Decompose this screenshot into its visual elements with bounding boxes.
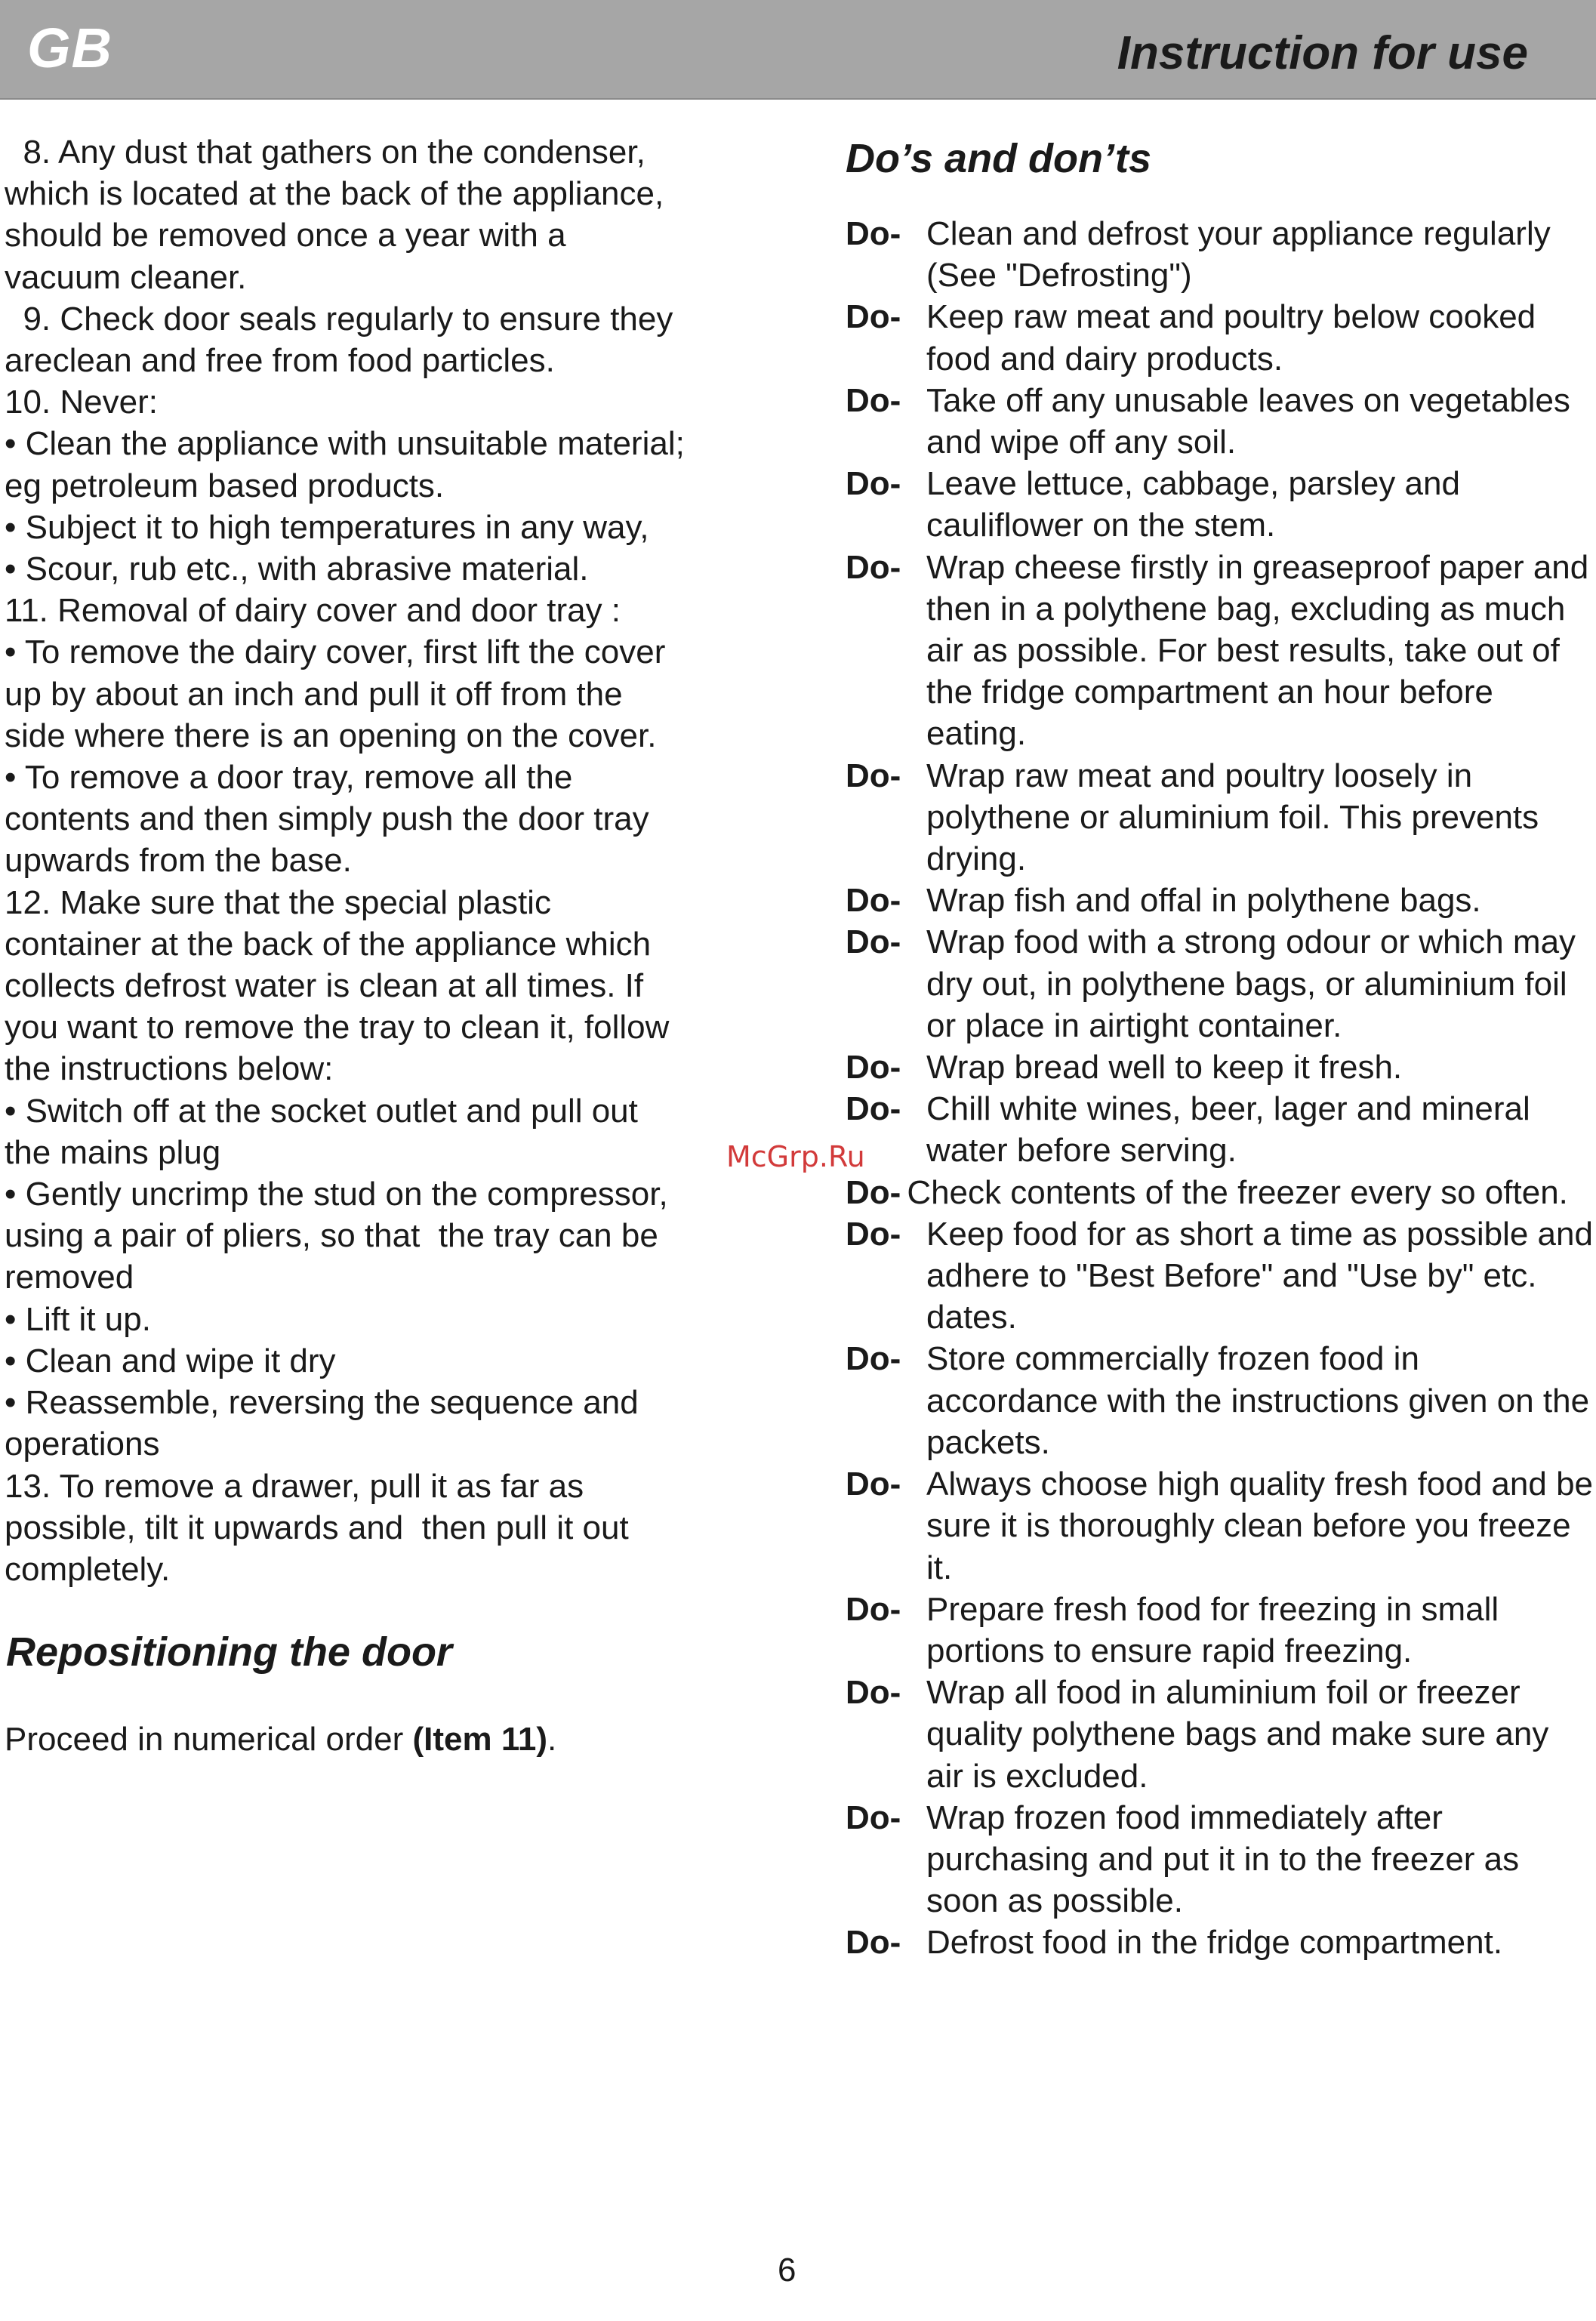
text-line: • Gently uncrimp the stud on the compressor, xyxy=(5,1176,668,1213)
text-line: you want to remove the tray to clean it, follow xyxy=(5,1009,670,1046)
do-label: Do- xyxy=(846,298,901,336)
do-text: Always choose high quality fresh food and be sure it is thoroughly clean before you freeze it. xyxy=(926,1466,1594,1586)
do-label: Do- xyxy=(846,1340,901,1378)
repositioning-item-ref: (Item 11) xyxy=(412,1721,547,1758)
do-item xyxy=(846,1046,1593,1088)
dos-and-donts-heading: Do’s and don’ts xyxy=(846,136,1151,181)
do-item xyxy=(846,1922,1593,1963)
repositioning-text xyxy=(5,1718,556,1760)
do-item xyxy=(846,296,1593,379)
do-label: Do- xyxy=(846,1924,901,1962)
do-text: Wrap all food in aluminium foil or freezer quality polythene bags and make sure any air is excluded. xyxy=(926,1674,1549,1795)
do-text: Keep raw meat and poultry below cooked food and dairy products. xyxy=(926,298,1536,378)
text-line: operations xyxy=(5,1426,160,1463)
do-label: Do- xyxy=(846,381,901,419)
do-text: Wrap frozen food immediately after purchasing and put it in to the freezer as soon as possible. xyxy=(926,1799,1520,1920)
watermark: McGrp.Ru xyxy=(726,1140,865,1173)
do-label: Do- xyxy=(846,1590,901,1628)
do-text: Take off any unusable leaves on vegetables and wipe off any soil. xyxy=(926,381,1570,461)
text-line: side where there is an opening on the cover. xyxy=(5,717,657,754)
page-header xyxy=(0,0,1596,100)
do-item xyxy=(846,213,1593,296)
do-text: Wrap cheese firstly in greaseproof paper and then in a polythene bag, excluding as much air as possible. For best results, take out of the fridge compartment an hour before eating. xyxy=(926,548,1589,753)
text-line: • Reassemble, reversing the sequence and xyxy=(5,1384,639,1422)
do-text: Defrost food in the fridge compartment. xyxy=(926,1924,1503,1962)
do-text: Check contents of the freezer every so often. xyxy=(907,1173,1568,1211)
text-line: up by about an inch and pull it off from the xyxy=(5,675,623,713)
text-line: removed xyxy=(5,1259,134,1296)
do-item xyxy=(846,463,1593,546)
text-line: contents and then simply push the door tray xyxy=(5,800,649,838)
do-label: Do- xyxy=(846,1799,901,1836)
text-line: • Subject it to high temperatures in any way, xyxy=(5,508,649,546)
do-item xyxy=(846,1172,1593,1213)
document-title: Instruction for use xyxy=(1117,27,1528,79)
page-number: 6 xyxy=(778,2252,796,2289)
text-line: the mains plug xyxy=(5,1133,221,1171)
do-item xyxy=(846,380,1593,463)
text-line: • To remove a door tray, remove all the xyxy=(5,759,573,797)
text-line: 13. To remove a drawer, pull it as far as xyxy=(5,1467,584,1505)
text-line: upwards from the base. xyxy=(5,842,352,880)
text-line: • Clean and wipe it dry xyxy=(5,1342,336,1379)
repositioning-text-end: . xyxy=(547,1721,557,1758)
do-label: Do- xyxy=(846,923,901,961)
text-line: 10. Never: xyxy=(5,384,158,421)
do-label: Do- xyxy=(846,1173,901,1211)
do-text: Chill white wines, beer, lager and mineral water before serving. xyxy=(926,1090,1530,1170)
do-item xyxy=(846,1338,1593,1463)
do-label: Do- xyxy=(846,215,901,252)
do-item xyxy=(846,1797,1593,1922)
do-item xyxy=(846,1589,1593,1672)
do-item xyxy=(846,1213,1593,1339)
text-line: using a pair of pliers, so that the tray can be xyxy=(5,1217,658,1255)
text-line: 8. Any dust that gathers on the condenser, xyxy=(5,134,645,171)
do-item xyxy=(846,1672,1593,1797)
text-line: • Clean the appliance with unsuitable material; xyxy=(5,425,685,463)
text-line: collects defrost water is clean at all times. If xyxy=(5,967,644,1005)
do-label: Do- xyxy=(846,548,901,586)
do-item xyxy=(846,921,1593,1046)
text-line: • Lift it up. xyxy=(5,1300,151,1338)
text-line: 11. Removal of dairy cover and door tray : xyxy=(5,592,621,630)
do-text: Keep food for as short a time as possible and adhere to "Best Before" and "Use by" etc. dates. xyxy=(926,1215,1593,1336)
do-item xyxy=(846,880,1593,921)
text-line: container at the back of the appliance which xyxy=(5,925,652,963)
do-item xyxy=(846,1088,1593,1171)
dos-list xyxy=(846,213,1593,1964)
do-text: Wrap fish and offal in polythene bags. xyxy=(926,882,1481,920)
text-line: • To remove the dairy cover, first lift the cover xyxy=(5,633,666,671)
do-label: Do- xyxy=(846,1049,901,1087)
text-line: completely. xyxy=(5,1550,171,1588)
do-text: Wrap raw meat and poultry loosely in polythene or aluminium foil. This prevents drying. xyxy=(926,757,1539,878)
do-text: Leave lettuce, cabbage, parsley and cauliflower on the stem. xyxy=(926,465,1460,544)
text-line: should be removed once a year with a xyxy=(5,217,566,254)
text-line: 12. Make sure that the special plastic xyxy=(5,883,551,921)
text-line: which is located at the back of the appliance, xyxy=(5,175,664,213)
text-line: 9. Check door seals regularly to ensure they xyxy=(5,300,673,338)
do-text: Wrap bread well to keep it fresh. xyxy=(926,1049,1403,1087)
do-text: Wrap food with a strong odour or which may dry out, in polythene bags, or aluminium foil or place in airtight container. xyxy=(926,923,1576,1044)
do-label: Do- xyxy=(846,757,901,794)
do-label: Do- xyxy=(846,1466,901,1503)
do-item xyxy=(846,755,1593,880)
text-line: eg petroleum based products. xyxy=(5,467,445,504)
repositioning-text-main: Proceed in numerical order xyxy=(5,1721,413,1758)
text-line: possible, tilt it upwards and then pull it out xyxy=(5,1509,629,1546)
do-label: Do- xyxy=(846,882,901,920)
language-code: GB xyxy=(27,17,112,79)
do-label: Do- xyxy=(846,465,901,503)
do-label: Do- xyxy=(846,1090,901,1128)
do-text: Prepare fresh food for freezing in small portions to ensure rapid freezing. xyxy=(926,1590,1499,1669)
do-label: Do- xyxy=(846,1215,901,1253)
text-line: vacuum cleaner. xyxy=(5,258,247,296)
text-line: areclean and free from food particles. xyxy=(5,342,555,380)
do-item xyxy=(846,547,1593,755)
text-line: • Switch off at the socket outlet and pull out xyxy=(5,1092,638,1130)
do-item xyxy=(846,1463,1593,1589)
text-line: the instructions below: xyxy=(5,1050,334,1088)
do-label: Do- xyxy=(846,1674,901,1712)
maintenance-instructions xyxy=(5,131,775,1590)
do-text: Clean and defrost your appliance regularly (See "Defrosting") xyxy=(926,215,1551,294)
repositioning-heading: Repositioning the door xyxy=(6,1629,452,1675)
text-line: • Scour, rub etc., with abrasive material. xyxy=(5,550,589,588)
do-text: Store commercially frozen food in accordance with the instructions given on the packets. xyxy=(926,1340,1590,1461)
